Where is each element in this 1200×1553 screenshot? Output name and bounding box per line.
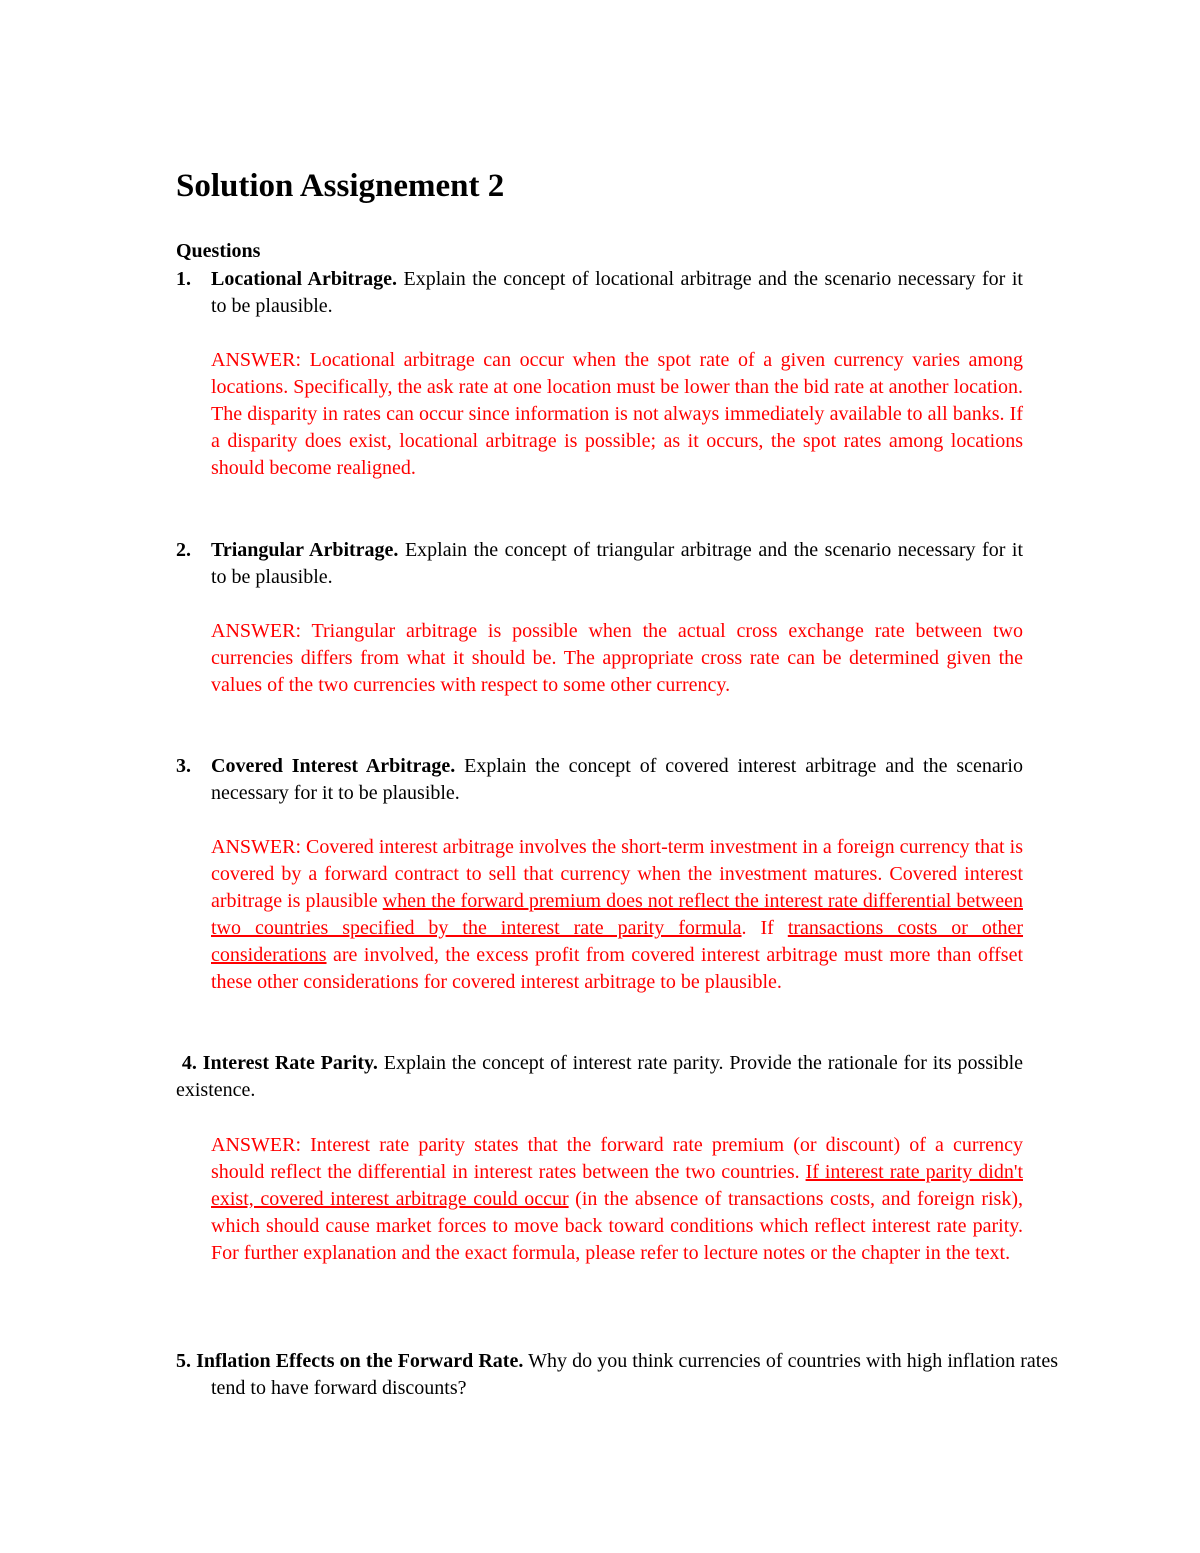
- answer-3-text-a: ANSWER: Covered interest arbitrage involves the short-term investment in a foreign currency that is covered by a forward contract to sell that currency when the investment matures. Covered interest arbitrage is plausible: [211, 836, 1023, 912]
- question-1-text: Explain the concept of locational arbitrage and the scenario necessary for it to be plausible.: [211, 268, 1023, 317]
- question-4-text: Explain the concept of interest rate parity. Provide the rationale for its possible existence.: [176, 1052, 1024, 1101]
- question-1: [211, 266, 1023, 320]
- answer-3-underlined-b: transactions costs or other considerations: [211, 917, 1024, 966]
- question-3-heading: Covered Interest Arbitrage.: [211, 755, 456, 777]
- question-2-heading: Triangular Arbitrage.: [211, 539, 399, 561]
- question-2-text: Explain the concept of triangular arbitrage and the scenario necessary for it to be plausible.: [211, 539, 1024, 588]
- answer-3: [211, 834, 1023, 996]
- question-5: [176, 1348, 1058, 1402]
- answer-2: [211, 618, 1023, 699]
- question-5-heading: Inflation Effects on the Forward Rate.: [196, 1350, 524, 1372]
- question-5-number: 5.: [176, 1350, 191, 1372]
- answer-4-text-a: ANSWER: Interest rate parity states that the forward rate premium (or discount) of a currency should reflect the differential in interest rates between the two countries.: [211, 1134, 1023, 1183]
- answer-4: [211, 1132, 1023, 1267]
- answer-2-text: ANSWER: Triangular arbitrage is possible when the actual cross exchange rate between two currencies differs from what it should be. The appropriate cross rate can be determined given the values of the two currencies with respect to some other currency.: [211, 620, 1023, 696]
- question-2-number: 2.: [176, 539, 191, 561]
- answer-4-text-b: (in the absence of transactions costs, and foreign risk), which should cause market forces to move back toward conditions which reflect interest rate parity. For further explanation and the exact formula, please refer to lecture notes or the chapter in the text.: [211, 1188, 1024, 1264]
- questions-heading: Questions: [176, 240, 261, 262]
- answer-1: [211, 347, 1023, 482]
- answer-3-text-c: are involved, the excess profit from covered interest arbitrage must more than offset these other considerations for covered interest arbitrage to be plausible.: [211, 944, 1023, 993]
- answer-3-text-b: . If: [741, 917, 788, 939]
- question-1-number: 1.: [176, 268, 191, 290]
- question-4-heading: Interest Rate Parity.: [202, 1052, 378, 1074]
- document-title: Solution Assignement 2: [176, 168, 505, 204]
- answer-3-underlined-a: when the forward premium does not reflect the interest rate differential between two countries specified by the interest rate parity formula: [211, 890, 1023, 939]
- question-3-number: 3.: [176, 755, 191, 777]
- question-3-text: Explain the concept of covered interest arbitrage and the scenario necessary for it to be plausible.: [211, 755, 1023, 804]
- question-2: [211, 537, 1023, 591]
- question-3: [211, 753, 1023, 807]
- question-5-text: Why do you think currencies of countries with high inflation rates tend to have forward discounts?: [211, 1350, 1059, 1399]
- answer-1-text: ANSWER: Locational arbitrage can occur when the spot rate of a given currency varies among locations. Specifically, the ask rate at one location must be lower than the bid rate at another location. The disparity in rates can occur since information is not always immediately available to all banks. If a disparity does exist, locational arbitrage is possible; as it occurs, the spot rates among locations should become realigned.: [211, 349, 1023, 479]
- answer-4-underlined: If interest rate parity didn't exist, covered interest arbitrage could occur: [211, 1161, 1023, 1210]
- question-4: [176, 1050, 1023, 1104]
- question-4-number: 4.: [181, 1052, 197, 1074]
- question-1-heading: Locational Arbitrage.: [211, 268, 397, 290]
